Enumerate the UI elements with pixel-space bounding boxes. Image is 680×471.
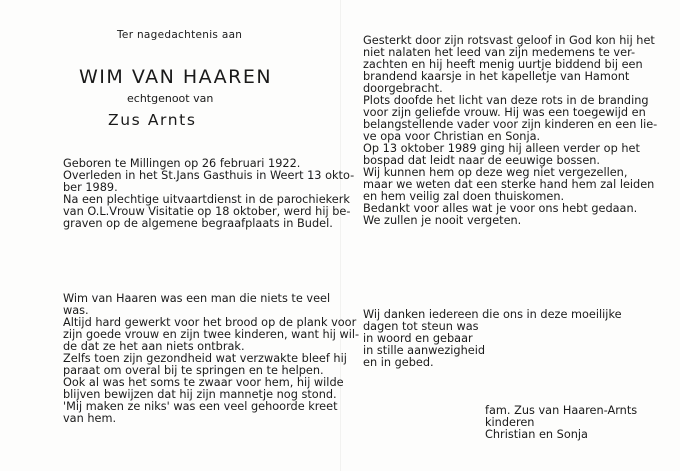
text-line: Wim van Haaren was een man die niets te veel: [63, 292, 331, 305]
text-line: We zullen je nooit vergeten.: [363, 214, 522, 227]
text-line: fam. Zus van Haaren-Arnts: [485, 404, 638, 417]
text-line: Wij danken iedereen die ons in deze moeilijke: [363, 308, 622, 321]
text-line: blijven bewijzen dat hij zijn mannetje nog stond.: [63, 388, 337, 401]
text-line: en in gebed.: [363, 356, 434, 369]
text-line: ve opa voor Christian en Sonja.: [363, 130, 541, 143]
text-line: zachten en hij heeft menig uurtje biddend bij een: [363, 58, 643, 71]
text-line: en hem veilig zal doen thuiskomen.: [363, 190, 565, 203]
text-line: maar we weten dat een sterke hand hem zal leiden: [363, 178, 655, 191]
text-line: voor zijn geliefde vrouw. Hij was een toegewijd en: [363, 106, 646, 119]
text-line: Christian en Sonja: [485, 428, 588, 441]
text-line: doorgebracht.: [363, 82, 443, 95]
text-line: in woord en gebaar: [363, 332, 473, 345]
faith-paragraph: [363, 35, 657, 227]
text-line: van O.L.Vrouw Visitatie op 18 oktober, werd hij be-: [63, 205, 351, 218]
text-line: Op 13 oktober 1989 ging hij alleen verder op het: [363, 142, 640, 155]
deceased-name: WIM VAN HAAREN: [79, 66, 273, 88]
text-line: 'Mij maken ze niks' was een veel gehoorde kreet: [63, 400, 338, 413]
text-line: bospad dat leidt naar de eeuwige bossen.: [363, 154, 601, 167]
memorial-heading: Ter nagedachtenis aan: [117, 29, 243, 41]
text-line: niet nalaten het leed van zijn medemens te ver-: [363, 46, 636, 59]
spouse-name: Zus Arnts: [108, 111, 197, 129]
text-line: was.: [63, 304, 89, 317]
text-line: zijn goede vrouw en zijn twee kinderen, want hij wil-: [63, 328, 360, 341]
text-line: dagen tot steun was: [363, 320, 479, 333]
text-line: in stille aanwezigheid: [363, 344, 486, 357]
thanks-paragraph: [363, 309, 622, 369]
text-line: Wij kunnen hem op deze weg niet vergezellen,: [363, 166, 628, 179]
text-line: Ook al was het soms te zwaar voor hem, hij wilde: [63, 376, 344, 389]
biography-paragraph: [63, 158, 354, 230]
text-line: van hem.: [63, 412, 117, 425]
text-line: Plots doofde het licht van deze rots in de branding: [363, 94, 649, 107]
text-line: Altijd hard gewerkt voor het brood op de plank voor: [63, 316, 357, 329]
text-line: Geboren te Millingen op 26 februari 1922.: [63, 157, 301, 170]
text-line: de dat ze het aan niets ontbrak.: [63, 340, 245, 353]
text-line: Na een plechtige uitvaartdienst in de parochiekerk: [63, 193, 350, 206]
text-line: ber 1989.: [63, 181, 118, 194]
text-line: graven op de algemene begraafplaats in Budel.: [63, 217, 333, 230]
text-line: Gesterkt door zijn rotsvast geloof in God kon hij het: [363, 34, 655, 47]
text-line: paraat om overal bij te springen en te helpen.: [63, 364, 324, 377]
text-line: Bedankt voor alles wat je voor ons hebt gedaan.: [363, 202, 638, 215]
text-line: Zelfs toen zijn gezondheid wat verzwakte bleef hij: [63, 352, 347, 365]
spouse-label: echtgenoot van: [127, 92, 214, 105]
family-signature: [485, 405, 637, 441]
text-line: brandend kaarsje in het kapelletje van Hamont: [363, 70, 630, 83]
text-line: kinderen: [485, 416, 535, 429]
text-line: belangstellende vader voor zijn kinderen en een lie-: [363, 118, 658, 131]
tribute-paragraph: [63, 293, 359, 425]
text-line: Overleden in het St.Jans Gasthuis in Weert 13 okto-: [63, 169, 355, 182]
